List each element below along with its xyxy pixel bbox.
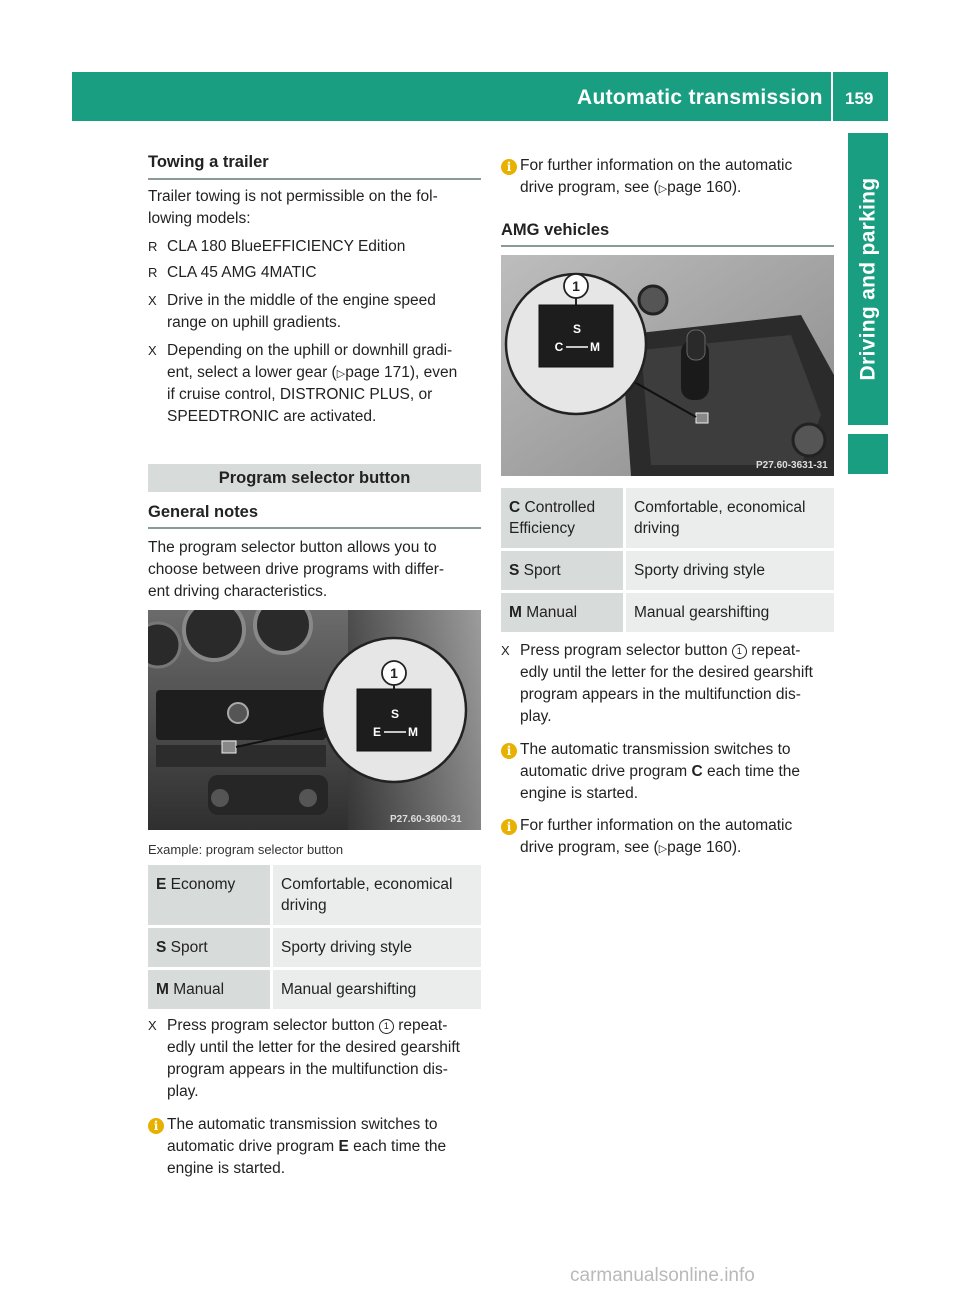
- press-line2: edly until the letter for the desired gearshift: [167, 1039, 460, 1056]
- bullet-r-1: R: [148, 239, 158, 254]
- page-ref-arrow-icon: ▷: [336, 368, 346, 380]
- table-row: [148, 865, 481, 928]
- info-icon: i: [501, 742, 517, 760]
- table-cell-mode: M Manual: [501, 593, 623, 635]
- towing-intro-1: Trailer towing is not permissible on the fol-: [148, 188, 438, 205]
- table-cell-mode: S Sport: [148, 928, 270, 970]
- photo-button-c: C: [554, 340, 564, 354]
- general-rule: [148, 527, 481, 529]
- step-arrow-icon: X: [148, 293, 157, 308]
- info-top-line1: For further information on the automatic: [520, 157, 793, 174]
- towing-heading: Towing a trailer: [148, 153, 269, 171]
- table-row: [501, 551, 834, 593]
- general-line2: choose between drive programs with differ-: [148, 561, 445, 578]
- amg-drive-program-table: [501, 488, 834, 635]
- photo-button-m: M: [408, 725, 418, 739]
- photo-callout-1: 1: [572, 278, 580, 294]
- model-item-1: CLA 180 BlueEFFICIENCY Edition: [167, 238, 406, 255]
- section-tab-label: Driving and parking: [856, 177, 879, 381]
- table-cell-desc: Comfortable, economical driving: [623, 488, 834, 551]
- dashboard-photo: [148, 610, 481, 830]
- table-cell-mode: M Manual: [148, 970, 270, 1012]
- photo-button-s: S: [572, 322, 582, 336]
- step-arrow-icon: X: [148, 1018, 157, 1033]
- page-title: Automatic transmission: [577, 86, 823, 109]
- step2-line4: SPEEDTRONIC are activated.: [167, 408, 377, 425]
- table-cell-mode: C Controlled Efficiency: [501, 488, 623, 551]
- press-line3: program appears in the multifunction dis-: [167, 1061, 448, 1078]
- info-icon: i: [501, 158, 517, 176]
- photo-code: P27.60-3600-31: [390, 814, 462, 825]
- press-line2: edly until the letter for the desired gearshift: [520, 664, 813, 681]
- page-ref-arrow-icon: ▷: [658, 843, 668, 855]
- step2-line3: if cruise control, DISTRONIC PLUS, or: [167, 386, 433, 403]
- header-divider: [831, 72, 833, 121]
- photo-code: P27.60-3631-31: [756, 460, 828, 471]
- amg-console-photo: [501, 255, 834, 476]
- info-top-line2: drive program, see (▷page 160).: [520, 179, 742, 196]
- page-ref-171[interactable]: page 171), even: [345, 364, 458, 381]
- info2-line1: For further information on the automatic: [520, 817, 793, 834]
- info1-line1: The automatic transmission switches to: [520, 741, 791, 758]
- table-cell-desc: Manual gearshifting: [270, 970, 481, 1012]
- press-line4: play.: [167, 1083, 199, 1100]
- general-line1: The program selector button allows you to: [148, 539, 437, 556]
- info1-line3: engine is started.: [520, 785, 639, 802]
- table-row: [501, 488, 834, 551]
- press-line1: Press program selector button 1 repeat-: [167, 1017, 448, 1034]
- press-line3: program appears in the multifunction dis-: [520, 686, 801, 703]
- step1-line2: range on uphill gradients.: [167, 314, 342, 331]
- info2-line2: drive program, see (▷page 160).: [520, 839, 742, 856]
- program-selector-heading: Program selector button: [148, 464, 481, 492]
- page-ref-160[interactable]: page 160).: [667, 839, 742, 856]
- amg-rule: [501, 245, 834, 247]
- table-cell-desc: Manual gearshifting: [623, 593, 834, 635]
- page-ref-arrow-icon: ▷: [658, 183, 668, 195]
- photo-button-s: S: [390, 707, 400, 721]
- info-icon: i: [501, 818, 517, 836]
- watermark: carmanualsonline.info: [570, 1265, 755, 1286]
- towing-intro-2: lowing models:: [148, 210, 251, 227]
- drive-program-table: [148, 865, 481, 1012]
- amg-heading: AMG vehicles: [501, 221, 610, 239]
- callout-1-icon: 1: [732, 644, 747, 659]
- step-arrow-icon: X: [148, 343, 157, 358]
- section-marker: [848, 434, 888, 474]
- table-row: [148, 928, 481, 970]
- general-notes-heading: General notes: [148, 503, 259, 521]
- callout-1-icon: 1: [379, 1019, 394, 1034]
- press-line1: Press program selector button 1 repeat-: [520, 642, 801, 659]
- table-cell-mode: S Sport: [501, 551, 623, 593]
- step2-line2-a: ent, select a lower gear (: [167, 364, 337, 381]
- photo-button-m: M: [590, 340, 600, 354]
- photo-caption: Example: program selector button: [148, 842, 344, 857]
- table-cell-desc: Sporty driving style: [270, 928, 481, 970]
- photo-button-e: E: [372, 725, 382, 739]
- info1-line3: engine is started.: [167, 1160, 286, 1177]
- towing-rule: [148, 178, 481, 180]
- page-number: 159: [845, 89, 874, 108]
- step-arrow-icon: X: [501, 643, 510, 658]
- table-cell-desc: Comfortable, economical driving: [270, 865, 481, 928]
- step1-line1: Drive in the middle of the engine speed: [167, 292, 436, 309]
- bullet-r-2: R: [148, 265, 158, 280]
- model-item-2: CLA 45 AMG 4MATIC: [167, 264, 317, 281]
- table-cell-mode: E Economy: [148, 865, 270, 928]
- info1-line1: The automatic transmission switches to: [167, 1116, 438, 1133]
- page-ref-160[interactable]: page 160).: [667, 179, 742, 196]
- general-line3: ent driving characteristics.: [148, 583, 328, 600]
- amg-console-illustration: [501, 255, 834, 476]
- step2-line2: [167, 362, 457, 385]
- table-cell-desc: Sporty driving style: [623, 551, 834, 593]
- dashboard-illustration: [148, 610, 481, 830]
- info1-line2: automatic drive program E each time the: [167, 1138, 447, 1155]
- info1-line2: automatic drive program C each time the: [520, 763, 801, 780]
- table-row: [148, 970, 481, 1012]
- step2-line1: Depending on the uphill or downhill gradi-: [167, 342, 453, 359]
- press-line4: play.: [520, 708, 552, 725]
- info-icon: i: [148, 1117, 164, 1135]
- section-tab-label-wrap: [848, 133, 888, 425]
- table-row: [501, 593, 834, 635]
- photo-callout-1: 1: [390, 665, 398, 681]
